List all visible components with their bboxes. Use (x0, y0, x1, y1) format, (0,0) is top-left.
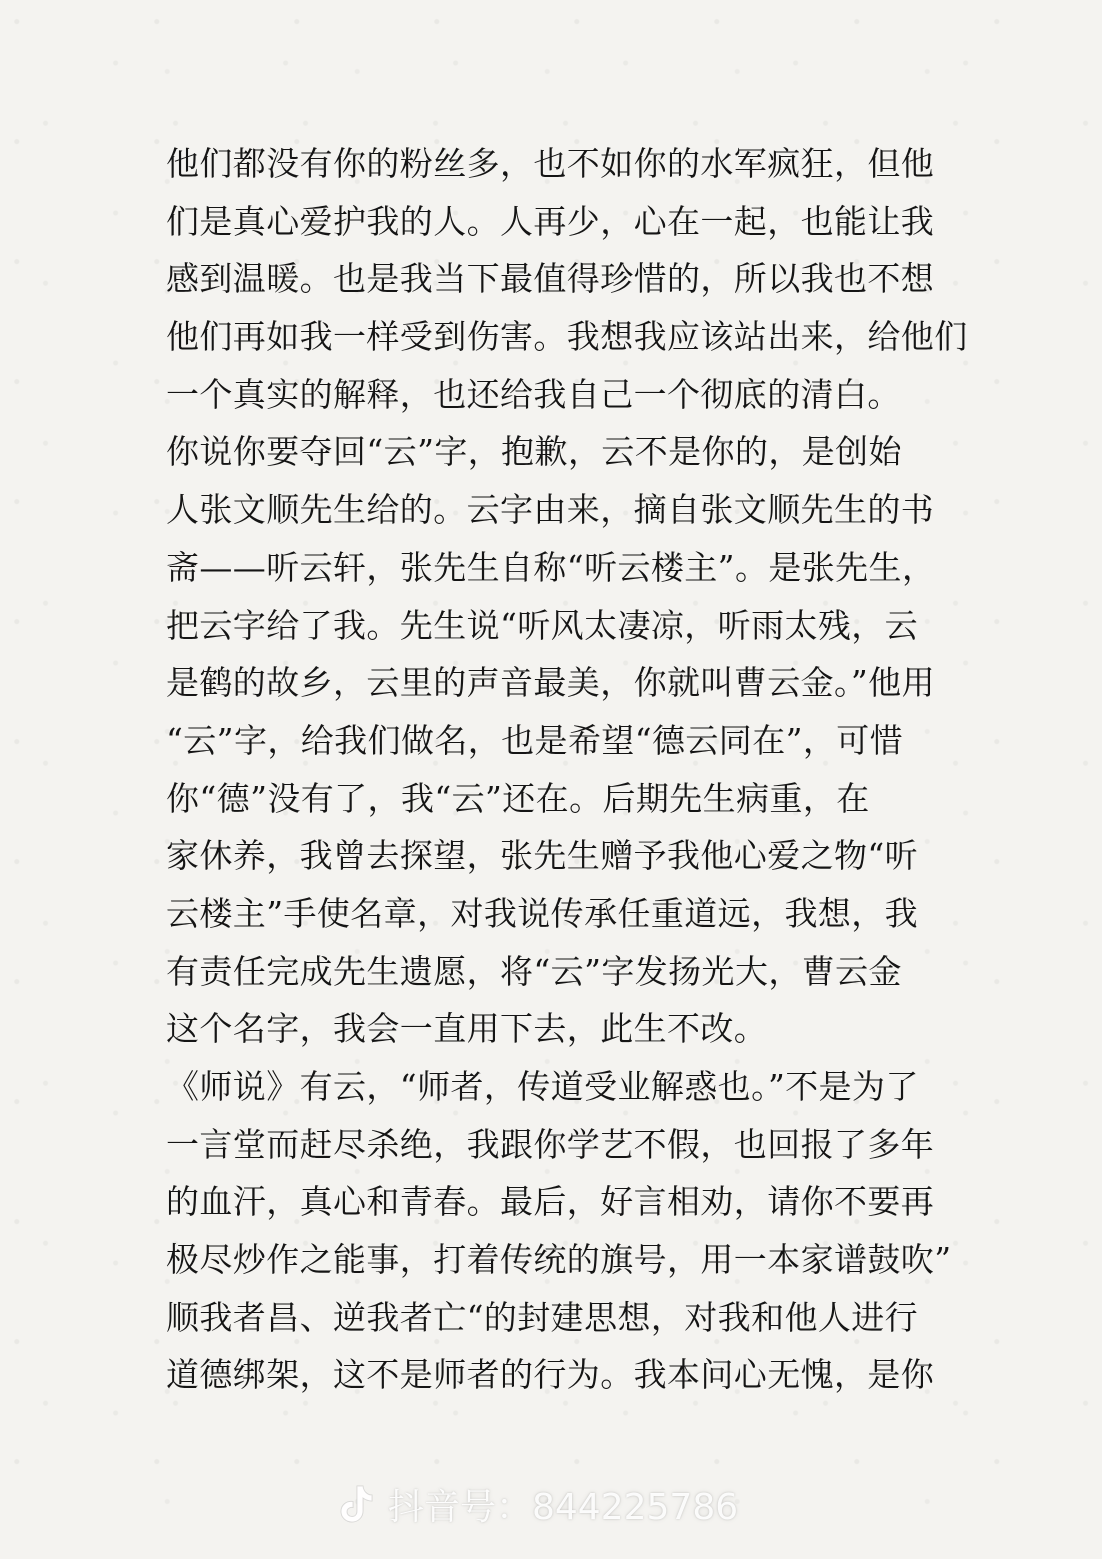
text-line: 们是真心爱护我的人。人再少，心在一起，也能让我 (166, 201, 935, 241)
text-line: 顺我者昌、逆我者亡“的封建思想，对我和他人进行 (166, 1297, 919, 1337)
text-line: 这个名字，我会一直用下去，此生不改。 (166, 1009, 768, 1049)
text-line: 感到温暖。也是我当下最值得珍惜的，所以我也不想 (166, 259, 935, 299)
text-line: 一言堂而赶尽杀绝，我跟你学艺不假，也回报了多年 (166, 1124, 935, 1164)
text-line: 道德绑架，这不是师者的行为。我本问心无愧，是你 (166, 1355, 935, 1395)
text-line: 的血汗，真心和青春。最后，好言相劝，请你不要再 (166, 1182, 935, 1222)
text-line: 极尽炒作之能事，打着传统的旗号，用一本家谱鼓吹” (166, 1240, 952, 1280)
watermark (338, 1474, 738, 1534)
text-line: 是鹤的故乡，云里的声音最美，你就叫曹云金。”他用 (166, 663, 935, 703)
text-line: “云”字，给我们做名，也是希望“德云同在”，可惜 (166, 720, 904, 760)
text-line: 云楼主”手使名章，对我说传承任重道远，我想，我 (166, 893, 919, 933)
document-body (166, 135, 968, 1404)
text-line: 家休养，我曾去探望，张先生赠予我他心爱之物“听 (166, 836, 919, 876)
text-line: 你“德”没有了，我“云”还在。后期先生病重，在 (166, 778, 870, 818)
text-line: 他们再如我一样受到伤害。我想我应该站出来，给他们 (166, 317, 968, 357)
watermark-text: 抖音号：844225786 (388, 1486, 739, 1528)
text-line: 《师说》有云，“师者，传道受业解惑也。”不是为了 (166, 1067, 919, 1106)
text-line: 他们都没有你的粉丝多，也不如你的水军疯狂，但他 (166, 144, 935, 183)
text-line: 有责任完成先生遗愿，将“云”字发扬光大，曹云金 (166, 951, 902, 991)
text-line: 斋——听云轩，张先生自称“听云楼主”。是张先生， (166, 547, 936, 587)
text-line: 把云字给了我。先生说“听风太凄凉，听雨太残，云 (166, 605, 919, 645)
text-line: 你说你要夺回“云”字，抱歉，云不是你的，是创始 (166, 432, 902, 472)
tiktok-icon (338, 1483, 374, 1525)
text-line: 一个真实的解释，也还给我自己一个彻底的清白。 (166, 374, 901, 414)
text-line: 人张文顺先生给的。云字由来，摘自张文顺先生的书 (166, 490, 935, 530)
